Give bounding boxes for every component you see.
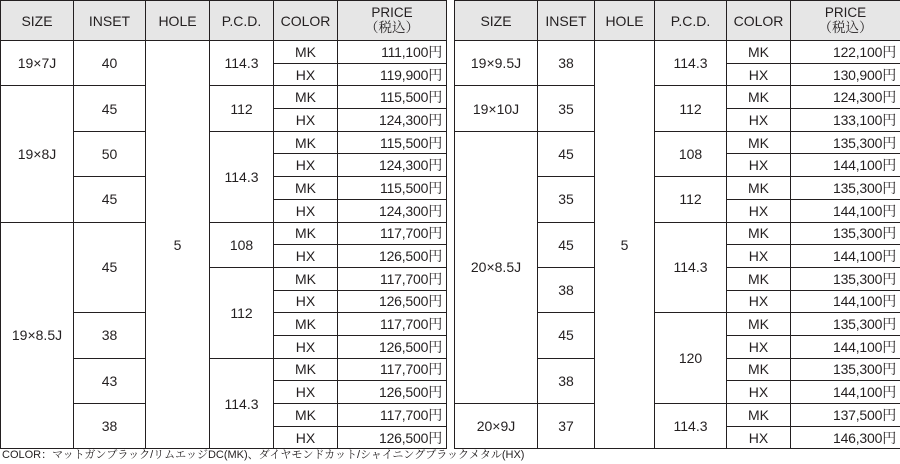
table-row [455, 404, 900, 427]
color-cell: HX [727, 199, 791, 222]
color-cell: MK [274, 131, 338, 154]
pcd-cell: 120 [655, 313, 727, 404]
header-price-label: PRICE [824, 5, 867, 21]
color-cell: MK [274, 177, 338, 200]
table-row [455, 131, 900, 154]
size-cell: 19×8J [1, 86, 74, 222]
price-cell: 126,500円 [338, 381, 447, 404]
color-cell: MK [727, 86, 791, 109]
inset-cell: 45 [74, 177, 146, 222]
color-cell: MK [727, 222, 791, 245]
header-price [791, 1, 900, 41]
color-cell: MK [727, 404, 791, 427]
header-inset: INSET [538, 1, 595, 41]
inset-cell: 38 [538, 267, 595, 312]
size-cell: 19×9.5J [455, 41, 538, 86]
color-cell: HX [274, 245, 338, 268]
price-cell: 124,300円 [338, 109, 447, 132]
price-cell: 117,700円 [338, 267, 447, 290]
price-cell: 122,100円 [791, 41, 900, 64]
price-table-right [454, 0, 900, 449]
price-cell: 135,300円 [791, 177, 900, 200]
price-cell: 126,500円 [338, 290, 447, 313]
header-price [338, 1, 447, 41]
price-cell: 144,100円 [791, 199, 900, 222]
price-cell: 146,300円 [791, 426, 900, 449]
color-cell: MK [727, 358, 791, 381]
price-cell: 117,700円 [338, 404, 447, 427]
hole-cell: 5 [595, 41, 655, 449]
price-cell: 144,100円 [791, 245, 900, 268]
price-cell: 137,500円 [791, 404, 900, 427]
size-cell: 20×9J [455, 404, 538, 449]
color-cell: HX [727, 245, 791, 268]
pcd-cell: 114.3 [655, 222, 727, 313]
price-cell: 144,100円 [791, 154, 900, 177]
color-cell: HX [727, 335, 791, 358]
price-cell: 133,100円 [791, 109, 900, 132]
price-cell: 124,300円 [791, 86, 900, 109]
price-cell: 119,900円 [338, 63, 447, 86]
color-cell: MK [274, 404, 338, 427]
inset-cell: 35 [538, 86, 595, 131]
inset-cell: 38 [74, 313, 146, 358]
pcd-cell: 114.3 [210, 41, 274, 86]
color-cell: MK [727, 177, 791, 200]
color-cell: MK [727, 41, 791, 64]
color-cell: HX [274, 109, 338, 132]
color-cell: HX [274, 199, 338, 222]
color-cell: MK [274, 267, 338, 290]
size-cell: 19×7J [1, 41, 74, 86]
table-row [455, 41, 900, 64]
header-hole: HOLE [595, 1, 655, 41]
header-pcd: P.C.D. [210, 1, 274, 41]
pcd-cell: 112 [655, 177, 727, 222]
color-cell: HX [727, 381, 791, 404]
color-cell: MK [727, 267, 791, 290]
header-price-label: PRICE [371, 5, 413, 21]
color-cell: HX [274, 63, 338, 86]
pcd-cell: 114.3 [210, 131, 274, 222]
color-cell: MK [727, 131, 791, 154]
price-cell: 115,500円 [338, 131, 447, 154]
pcd-cell: 108 [210, 222, 274, 267]
color-cell: HX [727, 109, 791, 132]
color-cell: MK [274, 86, 338, 109]
color-cell: MK [274, 313, 338, 336]
header-hole: HOLE [146, 1, 210, 41]
price-cell: 135,300円 [791, 358, 900, 381]
price-cell: 144,100円 [791, 381, 900, 404]
color-cell: HX [274, 381, 338, 404]
table-header-row [455, 1, 900, 41]
inset-cell: 45 [538, 222, 595, 267]
header-size: SIZE [455, 1, 538, 41]
table-row [455, 86, 900, 109]
header-size: SIZE [1, 1, 74, 41]
price-cell: 117,700円 [338, 313, 447, 336]
table-row [1, 41, 447, 64]
inset-cell: 35 [538, 177, 595, 222]
inset-cell: 38 [74, 404, 146, 449]
table-row [1, 222, 447, 245]
pcd-cell: 114.3 [655, 404, 727, 449]
color-cell: MK [274, 222, 338, 245]
price-cell: 144,100円 [791, 335, 900, 358]
color-cell: MK [274, 41, 338, 64]
price-cell: 135,300円 [791, 267, 900, 290]
size-cell: 19×10J [455, 86, 538, 131]
price-cell: 135,300円 [791, 222, 900, 245]
header-color: COLOR [274, 1, 338, 41]
pcd-cell: 108 [655, 131, 727, 176]
price-cell: 115,500円 [338, 86, 447, 109]
price-cell: 135,300円 [791, 131, 900, 154]
color-cell: HX [274, 290, 338, 313]
inset-cell: 45 [74, 222, 146, 313]
price-cell: 144,100円 [791, 290, 900, 313]
size-cell: 19×8.5J [1, 222, 74, 449]
inset-cell: 43 [74, 358, 146, 403]
price-cell: 115,500円 [338, 177, 447, 200]
table-header-row [1, 1, 447, 41]
color-cell: HX [727, 290, 791, 313]
price-cell: 126,500円 [338, 335, 447, 358]
pcd-cell: 114.3 [210, 358, 274, 449]
color-cell: HX [727, 154, 791, 177]
inset-cell: 45 [74, 86, 146, 131]
price-cell: 117,700円 [338, 222, 447, 245]
color-cell: HX [727, 63, 791, 86]
color-note: COLOR：マットガンブラック/リムエッジDC(MK)、ダイヤモンドカット/シャイニングブラックメタル(HX) [2, 449, 525, 461]
price-cell: 126,500円 [338, 245, 447, 268]
price-table-left [0, 0, 447, 449]
inset-cell: 45 [538, 131, 595, 176]
color-cell: HX [727, 426, 791, 449]
header-price-tax: （税込） [818, 19, 873, 35]
header-inset: INSET [74, 1, 146, 41]
color-cell: MK [274, 358, 338, 381]
color-cell: MK [727, 313, 791, 336]
price-cell: 126,500円 [338, 426, 447, 449]
price-cell: 124,300円 [338, 199, 447, 222]
color-cell: HX [274, 335, 338, 358]
header-color: COLOR [727, 1, 791, 41]
hole-cell: 5 [146, 41, 210, 449]
pcd-cell: 112 [210, 267, 274, 358]
table-row [1, 86, 447, 109]
price-cell: 130,900円 [791, 63, 900, 86]
header-pcd: P.C.D. [655, 1, 727, 41]
pcd-cell: 114.3 [655, 41, 727, 86]
inset-cell: 38 [538, 358, 595, 403]
inset-cell: 40 [74, 41, 146, 86]
inset-cell: 38 [538, 41, 595, 86]
inset-cell: 45 [538, 313, 595, 358]
price-cell: 135,300円 [791, 313, 900, 336]
price-cell: 124,300円 [338, 154, 447, 177]
color-cell: HX [274, 426, 338, 449]
pcd-cell: 112 [210, 86, 274, 131]
price-cell: 117,700円 [338, 358, 447, 381]
size-cell: 20×8.5J [455, 131, 538, 403]
price-cell: 111,100円 [338, 41, 447, 64]
color-cell: HX [274, 154, 338, 177]
inset-cell: 37 [538, 404, 595, 449]
header-price-tax: （税込） [365, 19, 419, 35]
pcd-cell: 112 [655, 86, 727, 131]
inset-cell: 50 [74, 131, 146, 176]
